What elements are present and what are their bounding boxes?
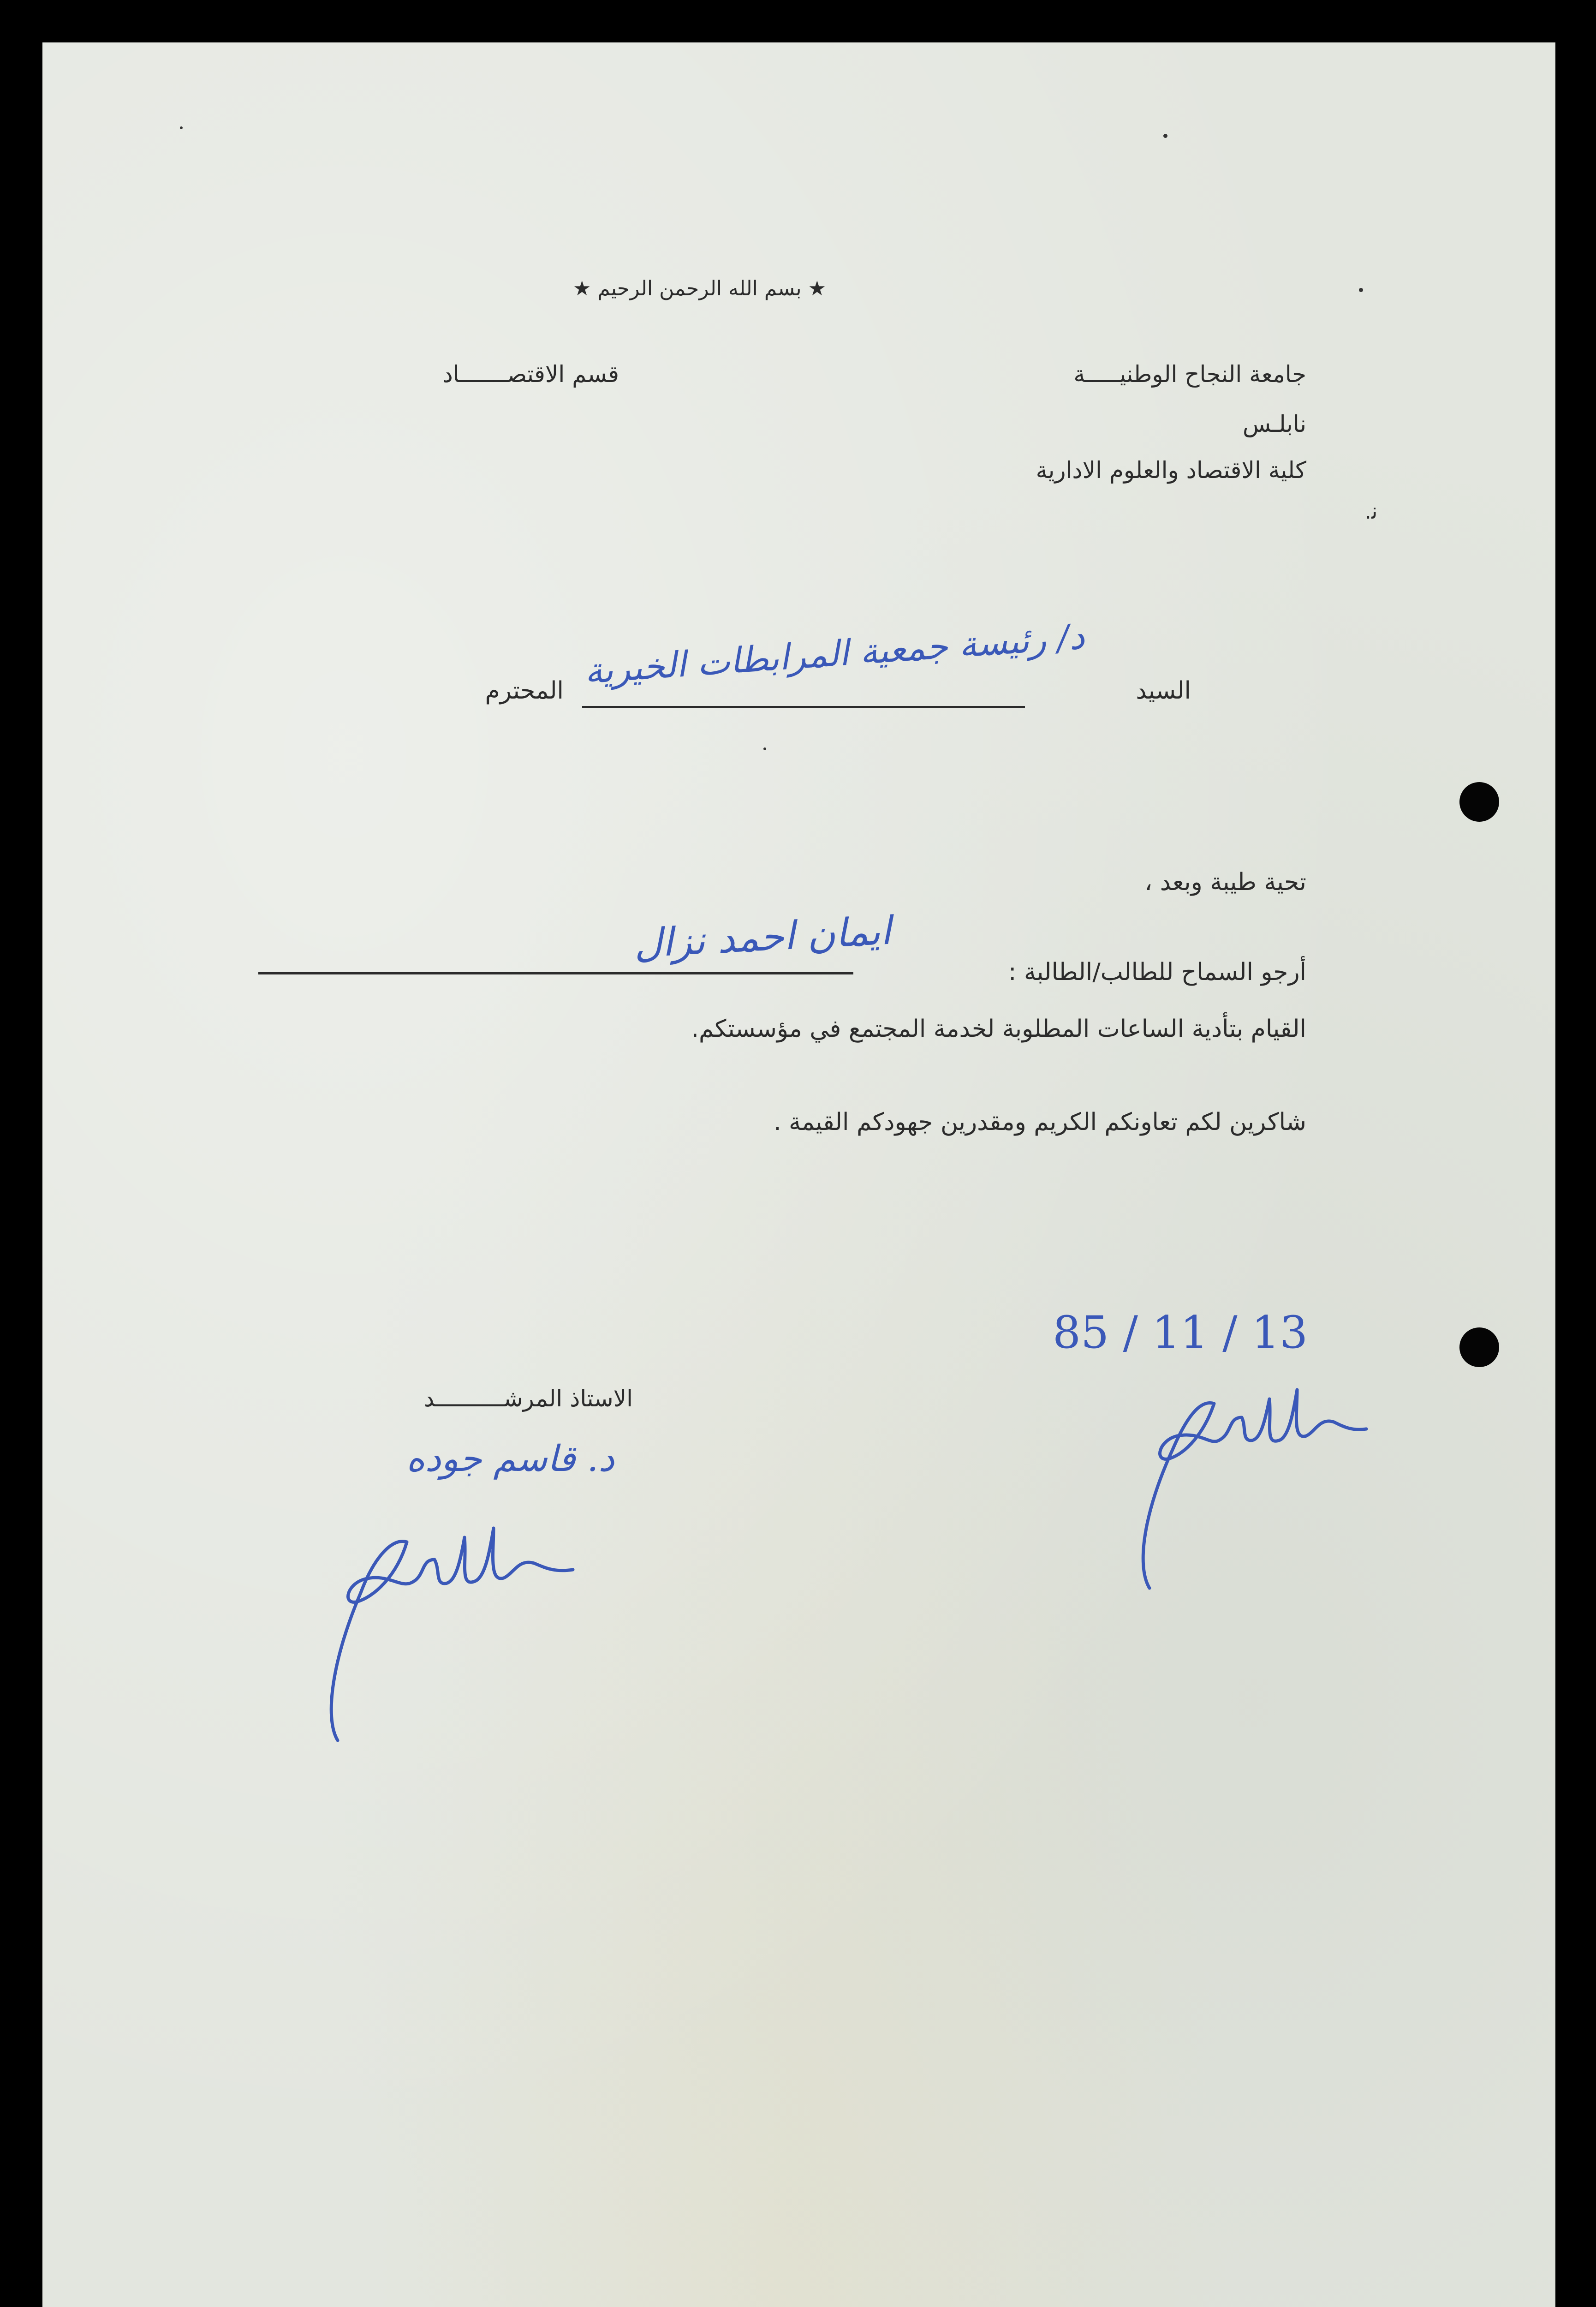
greeting: تحية طيبة وبعد ،	[1144, 868, 1306, 896]
student-underline	[258, 972, 853, 974]
recipient-suffix: المحترم	[485, 677, 564, 705]
stamp-mark: ﻧ.	[1364, 498, 1378, 524]
paper-speck	[180, 126, 183, 129]
document-page	[42, 42, 1555, 2307]
advisor-label: الاستاذ المرشــــــــــد	[423, 1385, 633, 1412]
recipient-underline	[582, 706, 1025, 708]
faculty-name: كلية الاقتصاد والعلوم الادارية	[1036, 457, 1306, 484]
city-name: نابلـس	[1242, 411, 1306, 437]
request-prefix: أرجو السماح للطالب/الطالبة :	[1008, 958, 1306, 986]
paper-speck	[1163, 134, 1167, 138]
advisor-name: د. قاسم جوده	[406, 1438, 614, 1480]
paper-speck	[763, 747, 766, 750]
punch-hole-top	[1459, 782, 1499, 822]
request-body: القيام بتأدية الساعات المطلوبة لخدمة المجتمع في مؤسستكم.	[691, 1015, 1306, 1043]
signature-left	[278, 1500, 582, 1759]
signature-right	[1094, 1371, 1380, 1611]
university-name: جامعة النجاح الوطنيـــــة	[1073, 361, 1306, 388]
recipient-prefix: السيد	[1136, 677, 1191, 705]
punch-hole-bottom	[1459, 1327, 1499, 1367]
paper-speck	[1359, 288, 1363, 292]
basmala: ★ بسم الله الرحمن الرحيم ★	[573, 277, 827, 300]
handwritten-date: 85 / 11 / 13	[1053, 1307, 1308, 1358]
student-name: ايمان احمد نزال	[632, 908, 893, 967]
recipient-name: د/ رئيسة جمعية المرابطات الخيرية	[583, 616, 1086, 692]
thanks-line: شاكرين لكم تعاونكم الكريم ومقدرين جهودكم القيمة .	[774, 1108, 1306, 1136]
department-name: قسم الاقتصـــــــاد	[442, 361, 619, 388]
